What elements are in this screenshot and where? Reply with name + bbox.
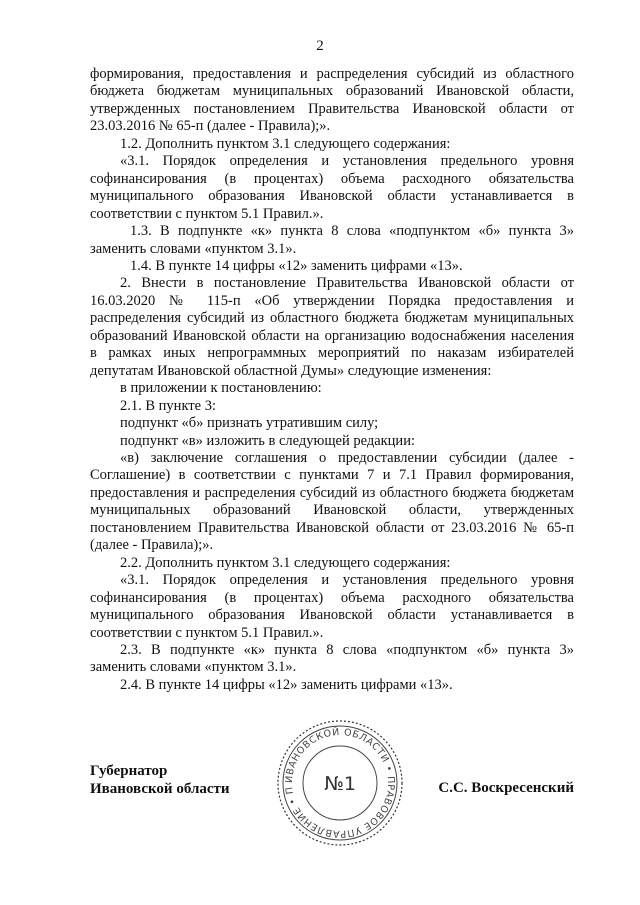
paragraph: 2.2. Дополнить пунктом 3.1 следующего содержания: <box>120 554 451 571</box>
page-number: 2 <box>316 38 324 54</box>
paragraph: формирования, предоставления и распределения субсидий из областного бюджета бюджетам муниципальных образований Ивановской области, утвержденных постановлением Правительства Ивановской области от 23.03.2016 № 65-п (далее - Правила);». <box>90 66 574 135</box>
signer-title-line: Губернатор <box>90 763 168 779</box>
signer-name: С.С. Воскресенский <box>438 780 574 796</box>
signer-title <box>90 762 230 798</box>
paragraph: 2.1. В пункте 3: <box>120 397 216 414</box>
seal-ring-text: ИВАНОВСКОЙ ОБЛАСТИ • ПРАВОВОЕ УПРАВЛЕНИЕ • П <box>283 726 397 840</box>
paragraph: подпункт «б» признать утратившим силу; <box>120 415 379 432</box>
paragraph: «в) заключение соглашения о предоставлении субсидии (далее - Соглашение) в соответствии с пунктами 7 и 7.1 Правил формирования, предоставления и распределения субсидий из областного бюджета бюджетам муниципальных образований Ивановской области, утвержденных постановлением Правительства Ивановской области от 23.03.2016 № 65-п (далее - Правила);». <box>90 449 574 554</box>
official-seal <box>275 718 405 848</box>
paragraph: в приложении к постановлению: <box>120 380 322 397</box>
paragraph: 1.4. В пункте 14 цифры «12» заменить цифрами «13». <box>130 257 463 274</box>
paragraph: «3.1. Порядок определения и установления предельного уровня софинансирования (в процентах) объема расходного обязательства муниципального образования Ивановской области устанавливается в соответствии с пунктом 5.1 Правил.». <box>90 153 574 222</box>
paragraph: подпункт «в» изложить в следующей редакции: <box>120 432 415 449</box>
seal-graphic <box>275 718 405 848</box>
paragraph: 1.3. В подпункте «к» пункта 8 слова «подпунктом «б» пункта 3» заменить словами «пунктом 3.1». <box>90 223 574 257</box>
paragraph: 1.2. Дополнить пунктом 3.1 следующего содержания: <box>120 135 451 152</box>
paragraph: 2. Внести в постановление Правительства Ивановской области от 16.03.2020 № 115-п «Об утверждении Порядка предоставления и распределения субсидий из областного бюджета бюджетам муниципальных образований Ивановской области на организацию водоснабжения населения в рамках иных непрограммных мероприятий по наказам избирателей депутатам Ивановской областной Думы» следующие изменения: <box>90 275 574 379</box>
paragraph: «3.1. Порядок определения и установления предельного уровня софинансирования (в процентах) объема расходного обязательства муниципального образования Ивановской области устанавливается в соответствии с пунктом 5.1 Правил.». <box>90 572 574 641</box>
signer-title-line: Ивановской области <box>90 781 230 797</box>
seal-center-text: №1 <box>324 773 356 795</box>
paragraph: 2.3. В подпункте «к» пункта 8 слова «подпунктом «б» пункта 3» заменить словами «пунктом 3.1». <box>90 641 574 676</box>
paragraph: 2.4. В пункте 14 цифры «12» заменить цифрами «13». <box>120 676 453 693</box>
document-body <box>90 66 574 694</box>
